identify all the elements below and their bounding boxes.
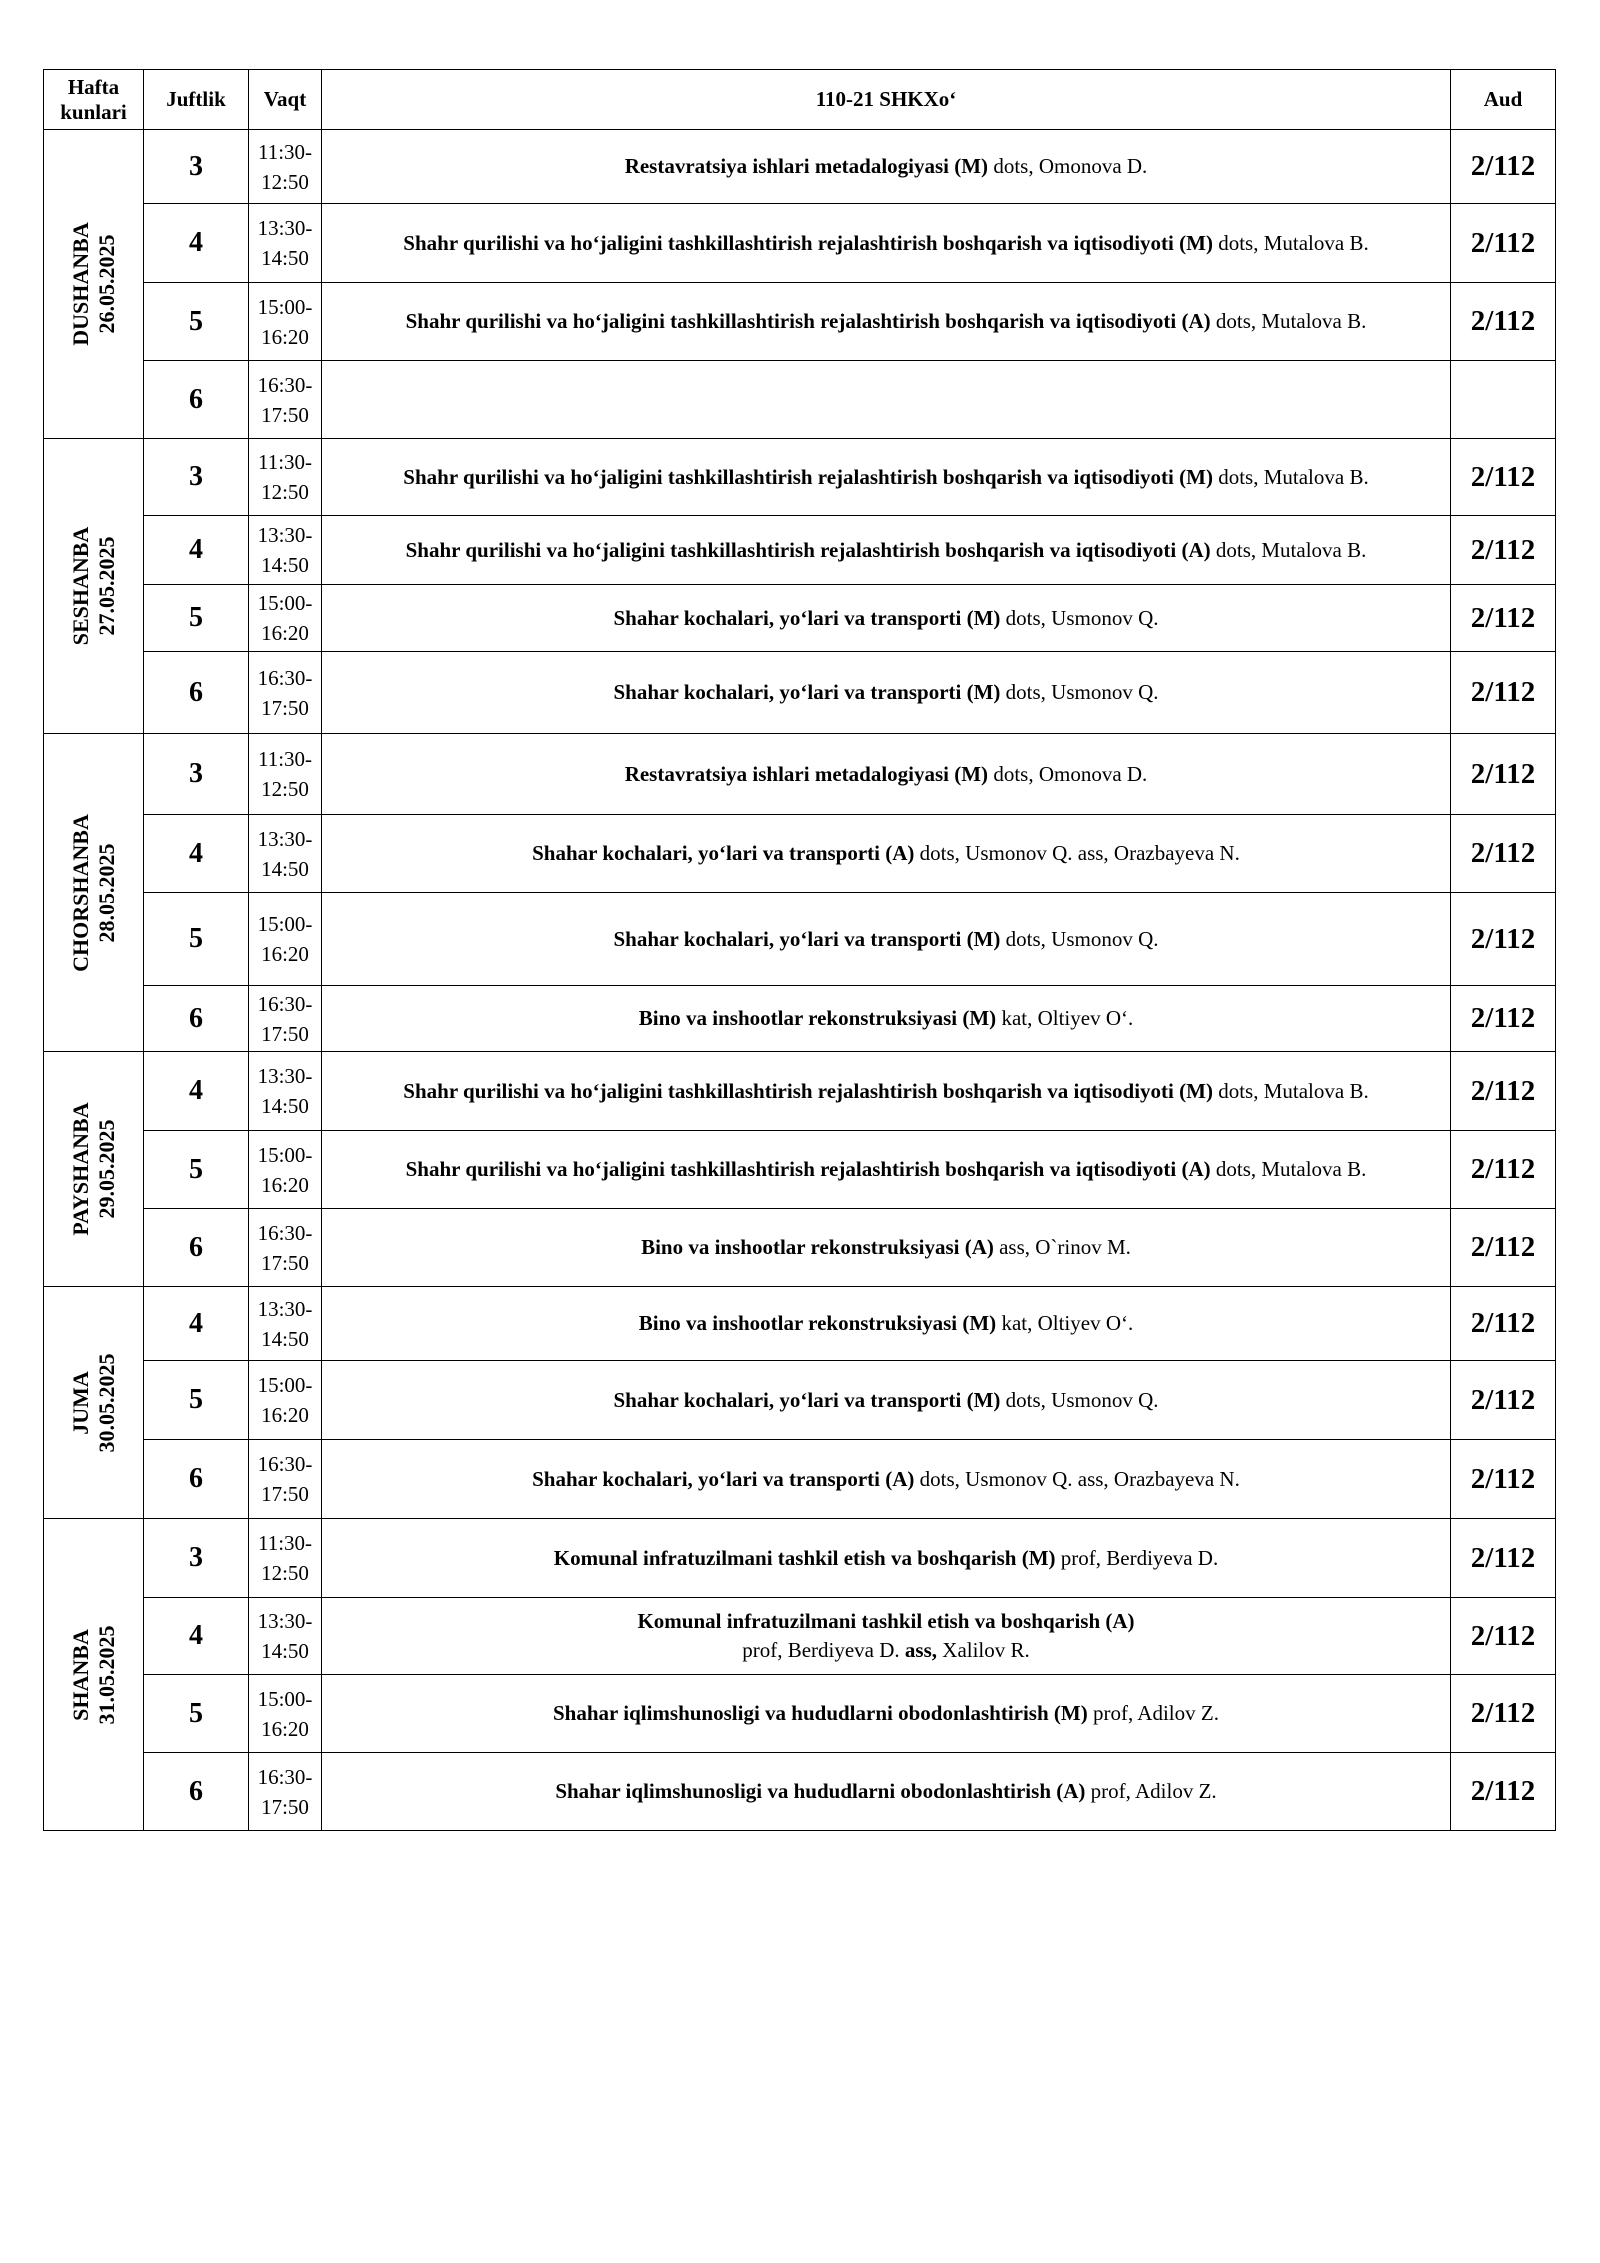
- time-slot: 15:00-16:20: [249, 1675, 322, 1753]
- subject-cell: [322, 1287, 1451, 1361]
- subject-cell: [322, 439, 1451, 516]
- pair-number: 6: [144, 986, 249, 1052]
- teacher-name: dots, Usmonov Q. ass, Orazbayeva N.: [919, 1466, 1240, 1491]
- pair-number: 6: [144, 1209, 249, 1287]
- subject-name: Shahar kochalari, yo‘lari va transporti (M): [613, 680, 1001, 704]
- table-row: [44, 1361, 1556, 1440]
- time-slot: 15:00-16:20: [249, 585, 322, 652]
- day-date: 29.05.2025: [93, 1119, 119, 1219]
- subject-cell: [322, 986, 1451, 1052]
- teacher-name: dots, Mutalova B.: [1218, 1078, 1369, 1103]
- pair-number: 3: [144, 1519, 249, 1598]
- subject-cell: [322, 1675, 1451, 1753]
- day-name: DUSHANBA: [67, 222, 93, 346]
- subject-name: Shahar kochalari, yo‘lari va transporti (M): [613, 605, 1001, 630]
- teacher-name: dots, Mutalova B.: [1215, 1157, 1367, 1181]
- teacher-name: dots, Mutalova B.: [1215, 537, 1367, 562]
- header-aud: Aud: [1451, 70, 1556, 130]
- pair-number: 3: [144, 130, 249, 204]
- day-date: 30.05.2025: [93, 1353, 119, 1452]
- subject-name: Shahr qurilishi va ho‘jaligini tashkillashtirish rejalashtirish boshqarish va iqtisodiyoti (A): [405, 537, 1211, 562]
- auditorium: 2/112: [1451, 1209, 1556, 1287]
- table-row: [44, 893, 1556, 986]
- pair-number: 5: [144, 893, 249, 986]
- table-row: [44, 815, 1556, 893]
- header-pair: Juftlik: [144, 70, 249, 130]
- subject-name: Restavratsiya ishlari metadalogiyasi (M): [624, 761, 989, 786]
- time-slot: 16:30-17:50: [249, 1440, 322, 1519]
- time-slot: 13:30-14:50: [249, 815, 322, 893]
- table-row: [44, 1753, 1556, 1831]
- pair-number: 5: [144, 1675, 249, 1753]
- subject-cell: [322, 1052, 1451, 1131]
- table-row: [44, 439, 1556, 516]
- table-row: [44, 1287, 1556, 1361]
- time-slot: 15:00-16:20: [249, 1131, 322, 1209]
- auditorium: 2/112: [1451, 734, 1556, 815]
- pair-number: 4: [144, 516, 249, 585]
- subject-cell: [322, 1753, 1451, 1831]
- subject-cell: [322, 893, 1451, 986]
- header-group: 110-21 SHKXo‘: [322, 70, 1451, 130]
- auditorium: 2/112: [1451, 204, 1556, 283]
- day-label: [68, 1625, 120, 1724]
- time-slot: 13:30-14:50: [249, 516, 322, 585]
- auditorium: 2/112: [1451, 1519, 1556, 1598]
- auditorium: 2/112: [1451, 1287, 1556, 1361]
- auditorium: 2/112: [1451, 893, 1556, 986]
- auditorium: 2/112: [1451, 516, 1556, 585]
- subject-name: Bino va inshootlar rekonstruksiyasi (M): [638, 1006, 997, 1030]
- pair-number: 6: [144, 1440, 249, 1519]
- pair-number: 5: [144, 1131, 249, 1209]
- subject-cell: [322, 1361, 1451, 1440]
- table-row: [44, 1519, 1556, 1598]
- pair-number: 3: [144, 439, 249, 516]
- teacher-extra-label: ass,: [904, 1638, 938, 1662]
- day-name: PAYSHANBA: [67, 1102, 93, 1236]
- subject-cell: [322, 734, 1451, 815]
- table-row: [44, 734, 1556, 815]
- day-label: [68, 814, 120, 972]
- time-slot: 16:30-17:50: [249, 986, 322, 1052]
- subject-name: Shahar kochalari, yo‘lari va transporti (M): [613, 926, 1001, 951]
- table-row: [44, 1675, 1556, 1753]
- header-day: Hafta kunlari: [44, 70, 144, 130]
- pair-number: 4: [144, 204, 249, 283]
- table-row: [44, 361, 1556, 439]
- auditorium: 2/112: [1451, 130, 1556, 204]
- table-row: [44, 1052, 1556, 1131]
- time-slot: 11:30-12:50: [249, 439, 322, 516]
- table-row: [44, 986, 1556, 1052]
- auditorium: 2/112: [1451, 1598, 1556, 1675]
- pair-number: 6: [144, 652, 249, 734]
- subject-name: Komunal infratuzilmani tashkil etish va boshqarish (M): [553, 1545, 1056, 1570]
- teacher-name: dots, Mutalova B.: [1218, 230, 1369, 255]
- auditorium: [1451, 361, 1556, 439]
- subject-name: Shahr qurilishi va ho‘jaligini tashkillashtirish rejalashtirish boshqarish va iqtisodiyoti (M): [403, 1078, 1213, 1103]
- teacher-name: kat, Oltiyev O‘.: [1001, 1311, 1134, 1335]
- teacher-name: prof, Berdiyeva D.: [742, 1638, 900, 1662]
- subject-name: Shahar kochalari, yo‘lari va transporti (M): [613, 1387, 1001, 1412]
- day-cell: [44, 1519, 144, 1831]
- subject-name: Restavratsiya ishlari metadalogiyasi (M): [624, 154, 989, 178]
- subject-cell: [322, 1209, 1451, 1287]
- header-time: Vaqt: [249, 70, 322, 130]
- table-row: [44, 1209, 1556, 1287]
- auditorium: 2/112: [1451, 1052, 1556, 1131]
- schedule-body: [44, 130, 1556, 1831]
- subject-cell: [322, 815, 1451, 893]
- day-name: CHORSHANBA: [67, 813, 93, 972]
- pair-number: 4: [144, 1052, 249, 1131]
- teacher-name: prof, Berdiyeva D.: [1060, 1545, 1219, 1570]
- subject-name: Shahar iqlimshunosligi va hududlarni obodonlashtirish (A): [555, 1779, 1086, 1803]
- day-date: 28.05.2025: [93, 843, 119, 942]
- day-name: JUMA: [67, 1370, 93, 1435]
- table-row: [44, 204, 1556, 283]
- table-row: [44, 516, 1556, 585]
- teacher-name: kat, Oltiyev O‘.: [1001, 1006, 1134, 1030]
- day-name: SESHANBA: [67, 526, 93, 646]
- teacher-name: dots, Usmonov Q.: [1005, 1387, 1159, 1412]
- day-name: SHANBA: [67, 1628, 93, 1721]
- subject-name: Shahr qurilishi va ho‘jaligini tashkillashtirish rejalashtirish boshqarish va iqtisodiyoti (A): [405, 309, 1211, 333]
- teacher-name: ass, O`rinov M.: [999, 1235, 1131, 1259]
- time-slot: 11:30-12:50: [249, 1519, 322, 1598]
- auditorium: 2/112: [1451, 986, 1556, 1052]
- day-label: [68, 527, 120, 646]
- table-row: [44, 283, 1556, 361]
- time-slot: 11:30-12:50: [249, 130, 322, 204]
- day-label: [68, 222, 120, 345]
- teacher-name: prof, Adilov Z.: [1090, 1779, 1217, 1803]
- pair-number: 5: [144, 283, 249, 361]
- time-slot: 16:30-17:50: [249, 652, 322, 734]
- pair-number: 4: [144, 1287, 249, 1361]
- subject-cell: [322, 1131, 1451, 1209]
- table-row: [44, 585, 1556, 652]
- time-slot: 13:30-14:50: [249, 1287, 322, 1361]
- teacher-name: dots, Usmonov Q.: [1005, 926, 1159, 951]
- time-slot: 13:30-14:50: [249, 1052, 322, 1131]
- time-slot: 16:30-17:50: [249, 361, 322, 439]
- auditorium: 2/112: [1451, 1131, 1556, 1209]
- header-row: [44, 70, 1556, 130]
- teacher-name: dots, Usmonov Q. ass, Orazbayeva N.: [919, 841, 1240, 865]
- subject-cell: [322, 652, 1451, 734]
- subject-name: Bino va inshootlar rekonstruksiyasi (A): [641, 1235, 994, 1259]
- auditorium: 2/112: [1451, 283, 1556, 361]
- teacher-name: dots, Mutalova B.: [1218, 464, 1369, 489]
- day-cell: [44, 1052, 144, 1287]
- day-label: [68, 1353, 120, 1452]
- table-row: [44, 652, 1556, 734]
- subject-name: Shahr qurilishi va ho‘jaligini tashkillashtirish rejalashtirish boshqarish va iqtisodiyoti (A): [405, 1157, 1211, 1181]
- time-slot: 15:00-16:20: [249, 283, 322, 361]
- table-row: [44, 1440, 1556, 1519]
- teacher-name: dots, Omonova D.: [993, 761, 1148, 786]
- time-slot: 16:30-17:50: [249, 1753, 322, 1831]
- subject-name: Shahar iqlimshunosligi va hududlarni obodonlashtirish (M): [553, 1701, 1088, 1725]
- subject-name: Shahar kochalari, yo‘lari va transporti (A): [532, 1466, 915, 1491]
- auditorium: 2/112: [1451, 1361, 1556, 1440]
- subject-cell: [322, 1440, 1451, 1519]
- teacher-extra: Xalilov R.: [942, 1638, 1030, 1662]
- day-date: 27.05.2025: [93, 536, 119, 636]
- day-cell: [44, 439, 144, 734]
- teacher-name: dots, Usmonov Q.: [1005, 680, 1159, 704]
- day-cell: [44, 1287, 144, 1519]
- time-slot: 13:30-14:50: [249, 1598, 322, 1675]
- subject-name: Shahr qurilishi va ho‘jaligini tashkillashtirish rejalashtirish boshqarish va iqtisodiyoti (M): [403, 230, 1213, 255]
- auditorium: 2/112: [1451, 1675, 1556, 1753]
- pair-number: 5: [144, 585, 249, 652]
- time-slot: 15:00-16:20: [249, 893, 322, 986]
- pair-number: 5: [144, 1361, 249, 1440]
- subject-cell: [322, 204, 1451, 283]
- time-slot: 11:30-12:50: [249, 734, 322, 815]
- pair-number: 4: [144, 1598, 249, 1675]
- time-slot: 16:30-17:50: [249, 1209, 322, 1287]
- auditorium: 2/112: [1451, 439, 1556, 516]
- pair-number: 6: [144, 1753, 249, 1831]
- day-date: 26.05.2025: [93, 234, 119, 334]
- day-date: 31.05.2025: [93, 1625, 119, 1724]
- table-row: [44, 130, 1556, 204]
- teacher-name: prof, Adilov Z.: [1092, 1701, 1219, 1725]
- day-cell: [44, 130, 144, 439]
- subject-cell: [322, 361, 1451, 439]
- pair-number: 3: [144, 734, 249, 815]
- subject-cell: [322, 1598, 1451, 1675]
- table-row: [44, 1131, 1556, 1209]
- time-slot: 15:00-16:20: [249, 1361, 322, 1440]
- auditorium: 2/112: [1451, 585, 1556, 652]
- subject-name: Bino va inshootlar rekonstruksiyasi (M): [638, 1311, 997, 1335]
- teacher-name: dots, Usmonov Q.: [1005, 605, 1159, 630]
- auditorium: 2/112: [1451, 652, 1556, 734]
- pair-number: 6: [144, 361, 249, 439]
- subject-name: Komunal infratuzilmani tashkil etish va boshqarish (A): [637, 1609, 1135, 1633]
- day-label: [68, 1102, 120, 1235]
- subject-cell: [322, 1519, 1451, 1598]
- teacher-name: dots, Mutalova B.: [1215, 309, 1367, 333]
- teacher-name: dots, Omonova D.: [993, 154, 1148, 178]
- auditorium: 2/112: [1451, 815, 1556, 893]
- pair-number: 4: [144, 815, 249, 893]
- auditorium: 2/112: [1451, 1440, 1556, 1519]
- subject-name: Shahr qurilishi va ho‘jaligini tashkillashtirish rejalashtirish boshqarish va iqtisodiyoti (M): [403, 464, 1213, 489]
- time-slot: 13:30-14:50: [249, 204, 322, 283]
- subject-cell: [322, 283, 1451, 361]
- schedule-table: [43, 69, 1556, 1831]
- table-row: [44, 1598, 1556, 1675]
- subject-name: Shahar kochalari, yo‘lari va transporti (A): [532, 841, 915, 865]
- subject-cell: [322, 516, 1451, 585]
- day-cell: [44, 734, 144, 1052]
- auditorium: 2/112: [1451, 1753, 1556, 1831]
- subject-cell: [322, 585, 1451, 652]
- subject-cell: [322, 130, 1451, 204]
